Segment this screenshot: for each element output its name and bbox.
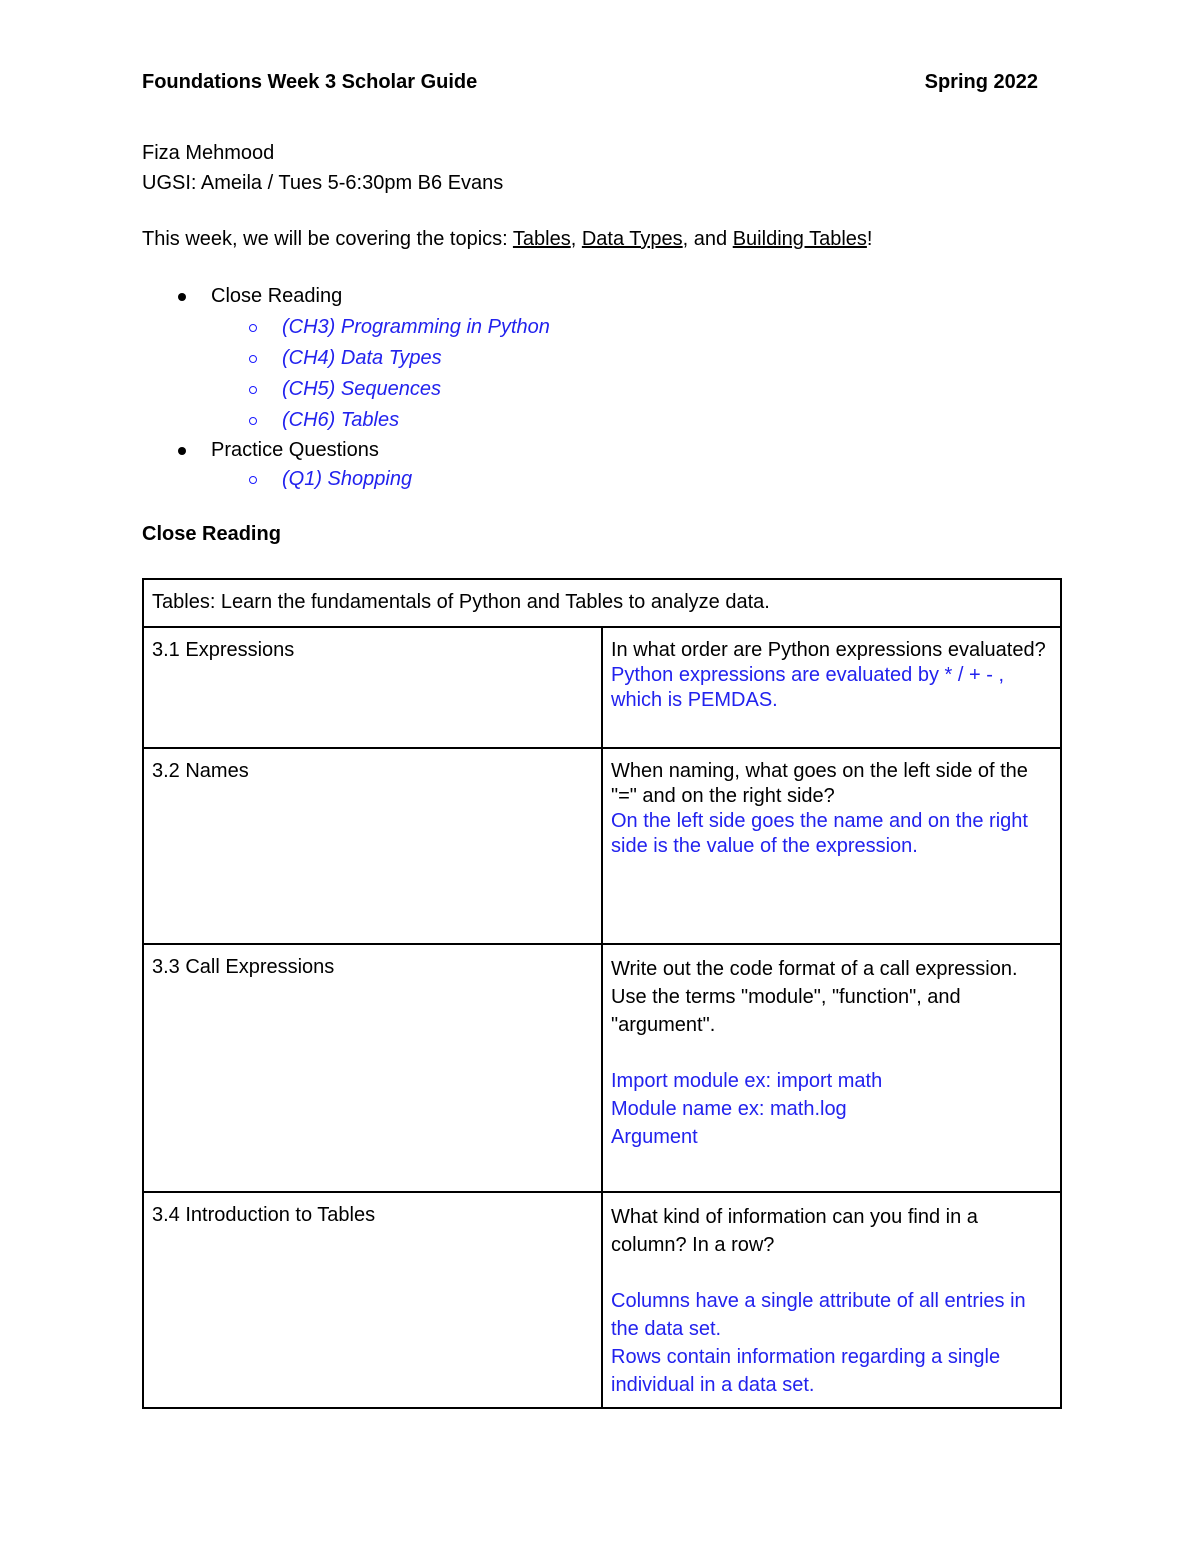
row-topic: 3.3 Call Expressions [143,944,602,1192]
sub-bullet-icon [249,355,257,363]
intro-prefix: This week, we will be covering the topics: [142,228,513,250]
table-row [143,944,1061,1192]
row-topic: 3.4 Introduction to Tables [143,1192,602,1408]
bullet-icon [178,293,186,301]
intro-sep: , and [682,228,733,250]
sub-bullet-icon [249,386,257,394]
student-name: Fiza Mehmood [142,142,275,164]
row-answer: Columns have a single attribute of all entries in the data set. [611,1290,1026,1340]
row-question: In what order are Python expressions evaluated? [611,639,1046,661]
topic-building-tables: Building Tables [732,228,867,250]
row-answer: Rows contain information regarding a single individual in a data set. [611,1346,1001,1396]
section-heading: Close Reading [142,523,281,545]
document-term: Spring 2022 [924,71,1038,93]
document-title: Foundations Week 3 Scholar Guide [142,71,478,93]
sub-bullet-icon [249,476,257,484]
topic-data-types: Data Types [581,228,683,250]
table-row [143,1192,1061,1408]
row-answer: On the left side goes the name and on the right side is the value of the expression. [611,810,1028,857]
row-answer: Import module ex: import math [611,1070,883,1092]
ugsi-info: UGSI: Ameila / Tues 5-6:30pm B6 Evans [142,172,504,194]
intro-sentence [142,228,872,251]
outline-item-ch4[interactable]: (CH4) Data Types [282,347,442,369]
intro-suffix: ! [866,228,873,250]
outline-item-ch5[interactable]: (CH5) Sequences [282,378,441,400]
table-header-row [143,579,1061,627]
outline-practice: Practice Questions [211,439,379,461]
row-content [602,944,1061,1192]
outline-item-ch6[interactable]: (CH6) Tables [282,409,400,431]
row-content [602,627,1061,748]
bullet-icon [178,447,186,455]
row-question: Write out the code format of a call expression. Use the terms "module", "function", and "argument". [611,958,1018,1036]
table-row [143,748,1061,944]
outline-item-ch3[interactable]: (CH3) Programming in Python [282,316,550,338]
row-content [602,1192,1061,1408]
row-content [602,748,1061,944]
row-topic: 3.1 Expressions [143,627,602,748]
row-answer: Python expressions are evaluated by * / + - , which is PEMDAS. [611,664,1004,711]
row-topic: 3.2 Names [143,748,602,944]
outline-close-reading: Close Reading [211,285,343,307]
row-answer: Argument [611,1126,698,1148]
sub-bullet-icon [249,324,257,332]
row-question: When naming, what goes on the left side of the "=" and on the right side? [611,760,1028,807]
intro-sep: , [570,228,582,250]
table-row [143,627,1061,748]
topic-tables: Tables [512,228,571,250]
row-answer: Module name ex: math.log [611,1098,847,1120]
table-header: Tables: Learn the fundamentals of Python and Tables to analyze data. [143,579,1061,627]
row-question: What kind of information can you find in a column? In a row? [611,1206,978,1256]
outline-item-q1[interactable]: (Q1) Shopping [282,468,413,490]
sub-bullet-icon [249,417,257,425]
close-reading-table [142,578,1062,1409]
